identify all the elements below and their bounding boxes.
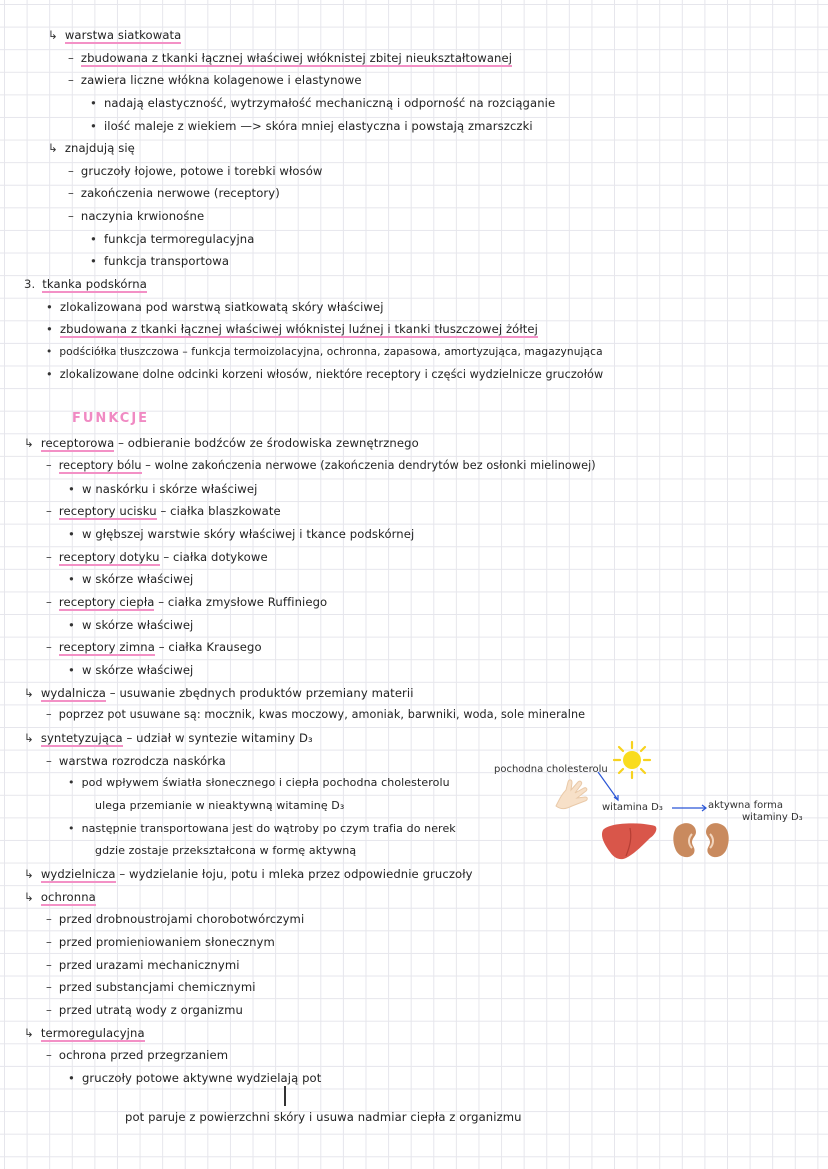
note-line: – receptory zimna – ciałka Krausego	[46, 640, 262, 654]
note-line: • nadają elastyczność, wytrzymałość mechaniczną i odporność na rozciąganie	[90, 96, 556, 110]
note-line: – receptory ucisku – ciałka blaszkowate	[46, 504, 281, 518]
note-line: 3. tkanka podskórna	[24, 277, 147, 291]
note-line: – receptory ciepła – ciałka zmysłowe Ruffiniego	[46, 595, 328, 609]
liver-icon	[600, 820, 658, 862]
note-line: • pod wpływem światła słonecznego i ciepła pochodna cholesterolu	[68, 776, 450, 789]
note-line: – poprzez pot usuwane są: mocznik, kwas moczowy, amoniak, barwniki, woda, sole mineralne	[46, 708, 586, 721]
label-active-form-2: witaminy D₃	[742, 812, 803, 823]
note-line: gdzie zostaje przekształcona w formę aktywną	[95, 844, 357, 857]
note-line: pot paruje z powierzchni skóry i usuwa nadmiar ciepła z organizmu	[125, 1110, 522, 1124]
note-line: • zlokalizowane dolne odcinki korzeni włosów, niektóre receptory i części wydzielnicze gruczołów	[46, 368, 604, 381]
note-line: • w naskórku i skórze właściwej	[68, 482, 258, 496]
note-line: ↳ warstwa siatkowata	[48, 28, 182, 42]
note-line: • funkcja transportowa	[90, 254, 230, 268]
note-line: • ilość maleje z wiekiem —> skóra mniej elastyczna i powstają zmarszczki	[90, 119, 533, 133]
note-line: – zawiera liczne włókna kolagenowe i elastynowe	[68, 73, 362, 87]
section-title: FUNKCJE	[72, 411, 150, 426]
vitamin-d-illustration	[490, 740, 820, 870]
note-line: • w głębszej warstwie skóry właściwej i tkance podskórnej	[68, 527, 415, 541]
connector-line	[284, 1086, 286, 1106]
label-vitamin-d3: witamina D₃	[602, 802, 663, 813]
note-line: • funkcja termoregulacyjna	[90, 232, 255, 246]
note-line: ↳ wydzielnicza – wydzielanie łoju, potu i mleka przez odpowiednie gruczoły	[24, 867, 473, 881]
note-line: – naczynia krwionośne	[68, 209, 205, 223]
note-line: ↳ wydalnicza – usuwanie zbędnych produktów przemiany materii	[24, 686, 414, 700]
note-line: • w skórze właściwej	[68, 663, 194, 677]
kidneys-icon	[672, 820, 730, 860]
note-line: • zlokalizowana pod warstwą siatkowatą skóry właściwej	[46, 300, 384, 314]
note-line: – przed utratą wody z organizmu	[46, 1003, 243, 1017]
note-line: ↳ receptorowa – odbieranie bodźców ze środowiska zewnętrznego	[24, 436, 419, 450]
note-line: • następnie transportowana jest do wątroby po czym trafia do nerek	[68, 822, 456, 835]
note-line: – przed promieniowaniem słonecznym	[46, 935, 275, 949]
note-line: – przed substancjami chemicznymi	[46, 980, 256, 994]
note-line: – zbudowana z tkanki łącznej właściwej włóknistej zbitej nieukształtowanej	[68, 51, 513, 65]
note-line: – warstwa rozrodcza naskórka	[46, 754, 226, 768]
note-line: – ochrona przed przegrzaniem	[46, 1048, 229, 1062]
note-line: – gruczoły łojowe, potowe i torebki włosów	[68, 164, 323, 178]
label-active-form-1: aktywna forma	[708, 800, 784, 811]
note-line: • w skórze właściwej	[68, 618, 194, 632]
note-line: ↳ znajdują się	[48, 141, 135, 155]
note-line: – receptory bólu – wolne zakończenia nerwowe (zakończenia dendrytów bez osłonki mielinowej)	[46, 459, 596, 472]
note-line: • zbudowana z tkanki łącznej właściwej włóknistej luźnej i tkanki tłuszczowej żółtej	[46, 322, 538, 336]
note-line: – przed drobnoustrojami chorobotwórczymi	[46, 912, 305, 926]
note-line: – przed urazami mechanicznymi	[46, 958, 240, 972]
note-line: • podściółka tłuszczowa – funkcja termoizolacyjna, ochronna, zapasowa, amortyzująca, magazynująca	[46, 346, 603, 358]
note-line: ↳ syntetyzująca – udział w syntezie witaminy D₃	[24, 731, 313, 745]
note-line: • w skórze właściwej	[68, 572, 194, 586]
note-line: ulega przemianie w nieaktywną witaminę D₃	[95, 799, 345, 812]
label-cholesterol: pochodna cholesterolu	[494, 764, 608, 775]
note-line: – zakończenia nerwowe (receptory)	[68, 186, 280, 200]
note-line: ↳ ochronna	[24, 890, 96, 904]
note-line: ↳ termoregulacyjna	[24, 1026, 145, 1040]
note-line: • gruczoły potowe aktywne wydzielają pot	[68, 1071, 322, 1085]
note-line: – receptory dotyku – ciałka dotykowe	[46, 550, 268, 564]
